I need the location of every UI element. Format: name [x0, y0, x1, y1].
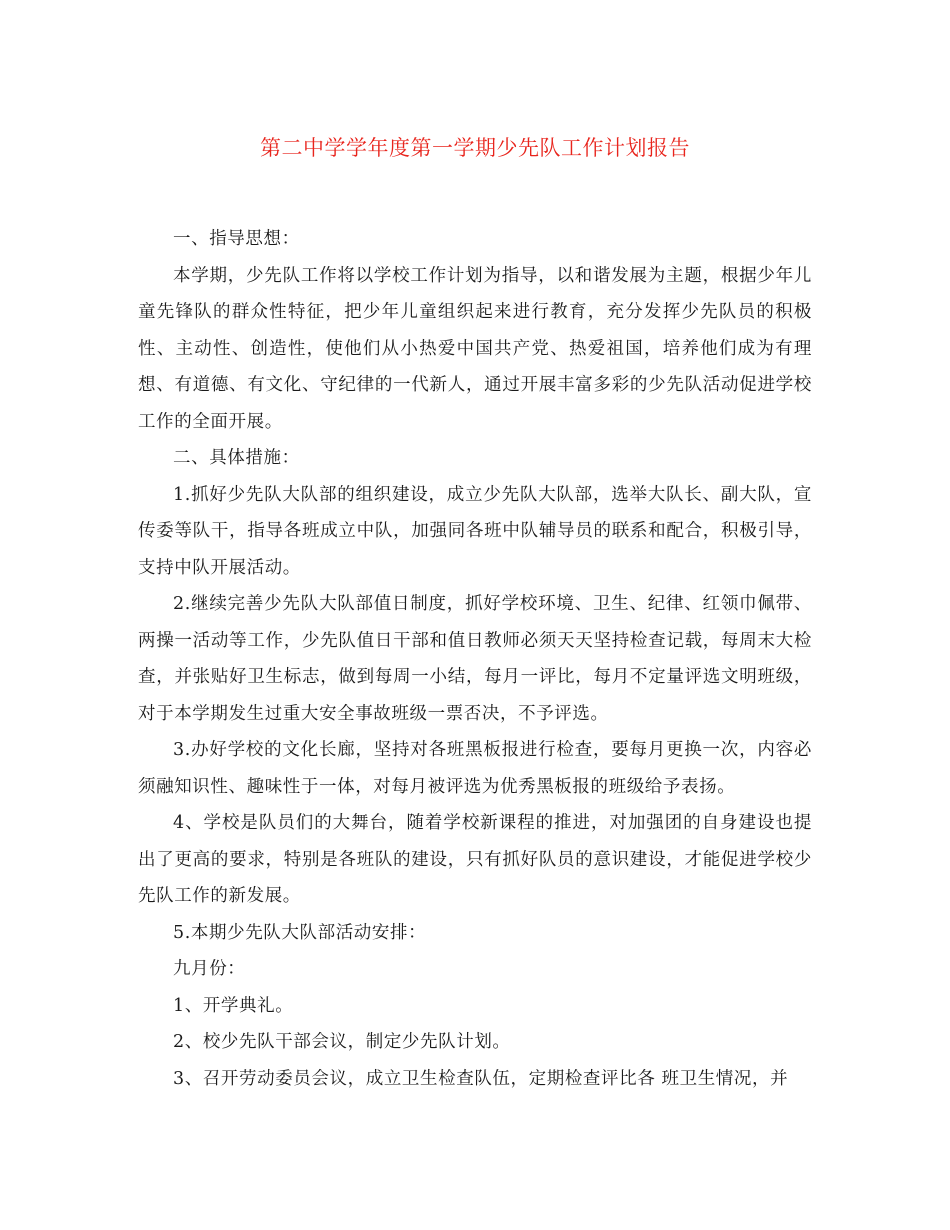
list-item: 2、校少先队干部会议，制定少先队计划。 [173, 1032, 511, 1052]
document-body [138, 221, 812, 1097]
section-heading-specific-measures: 二、具体措施： [173, 448, 300, 468]
paragraph: 1.抓好少先队大队部的组织建设，成立少先队大队部，选举大队长、副大队，宣传委等队干，指导各班成立中队，加强同各班中队辅导员的联系和配合，积极引导，支持中队开展活动。 [138, 484, 812, 578]
month-heading: 九月份： [173, 959, 246, 979]
list-item: 3、召开劳动委员会议，成立卫生检查队伍，定期检查评比各 班卫生情况，并 [173, 1068, 789, 1089]
paragraph: 3.办好学校的文化长廊，坚持对各班黑板报进行检查，要每月更换一次，内容必须融知识性、趣味性于一体，对每月被评选为优秀黑板报的班级给予表扬。 [138, 740, 812, 797]
paragraph: 5.本期少先队大队部活动安排： [173, 922, 427, 943]
paragraph: 4、学校是队员们的大舞台，随着学校新课程的推进，对加强团的自身建设也提出了更高的要求，特别是各班队的建设，只有抓好队员的意识建设，才能促进学校少先队工作的新发展。 [138, 813, 812, 906]
section-heading-guiding-thought: 一、指导思想： [173, 229, 300, 249]
paragraph: 2.继续完善少先队大队部值日制度，抓好学校环境、卫生、纪律、红领巾佩带、两操一活动等工作，少先队值日干部和值日教师必须天天坚持检查记载，每周末大检查，并张贴好卫生标志，做到每周一小结，每月一评比，每月不定量评选文明班级，对于本学期发生过重大安全事故班级一票否决，不予评选。 [138, 594, 812, 724]
paragraph: 本学期，少先队工作将以学校工作计划为指导，以和谐发展为主题，根据少年儿童先锋队的群众性特征，把少年儿童组织起来进行教育，充分发挥少先队员的积极性、主动性、创造性，使他们从小热爱中国共产党、热爱祖国，培养他们成为有理想、有道德、有文化、守纪律的一代新人，通过开展丰富多彩的少先队活动促进学校工作的全面开展。 [138, 265, 812, 432]
document-title: 第二中学学年度第一学期少先队工作计划报告 [260, 136, 690, 160]
list-item: 1、开学典礼。 [173, 995, 294, 1016]
